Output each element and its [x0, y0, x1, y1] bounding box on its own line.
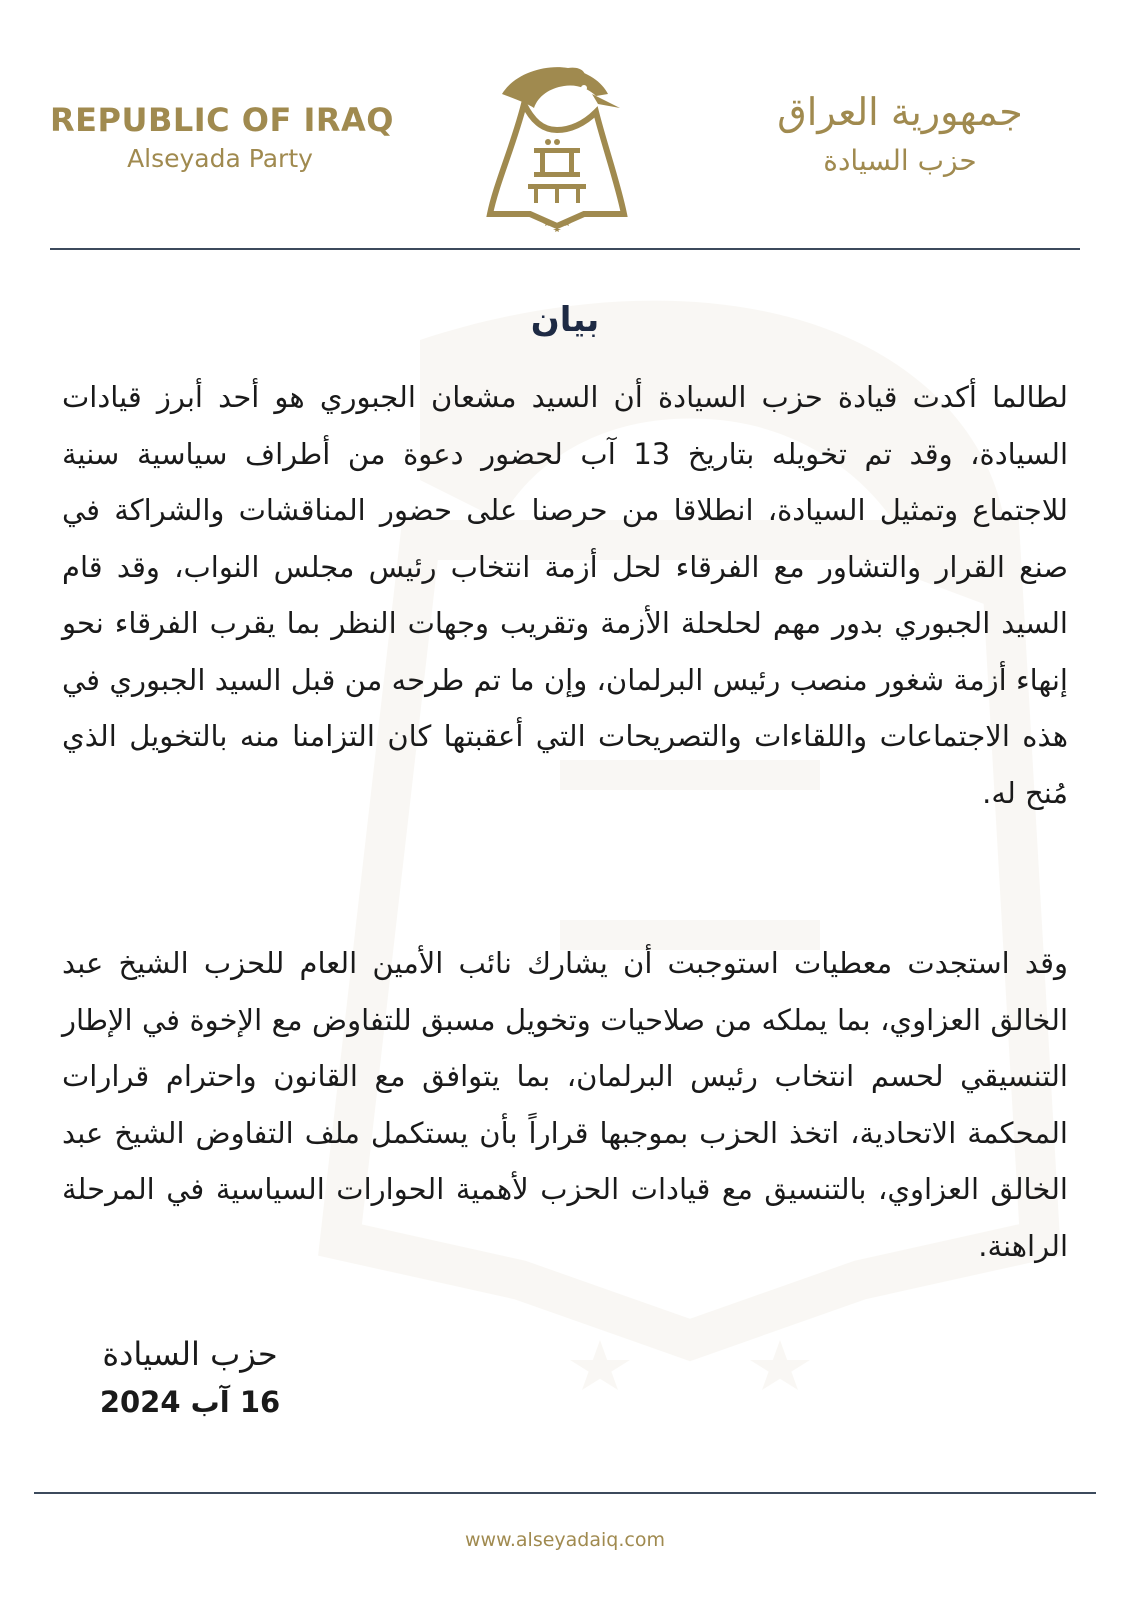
header-divider: [50, 248, 1080, 250]
signature-date: 16 آب 2024: [99, 1385, 281, 1419]
statement-paragraph-1: لطالما أكدت قيادة حزب السيادة أن السيد مشعان الجبوري هو أحد أبرز قيادات السيادة، وقد تم تخويله بتاريخ 13 آب لحضور دعوة من أطراف سياسية سنية للاجتماع وتمثيل السيادة، انطلاقا من حرصنا على حضور المناقشات والشراكة في صنع القرار والتشاور مع الفرقاء لحل أزمة انتخاب رئيس مجلس النواب، وقد قام السيد الجبوري بدور مهم لحلحلة الأزمة وتقريب وجهات النظر بما يقرب الفرقاء نحو إنهاء أزمة شغور منصب رئيس البرلمان، وإن ما تم طرحه من قبل السيد الجبوري في هذه الاجتماعات واللقاءات والتصريحات التي أعقبتها كان التزامنا منه بالتخويل الذي مُنح له.: [62, 380, 1068, 810]
party-name-ar: حزب السيادة: [823, 144, 977, 177]
signature-block: [80, 1330, 300, 1424]
statement-title: بيان: [530, 300, 600, 340]
website-link[interactable]: www.alseyadaiq.com: [465, 1529, 665, 1551]
arabic-heading: [770, 86, 1030, 180]
republic-title-ar: جمهورية العراق: [777, 90, 1023, 134]
party-eagle-logo: [484, 64, 630, 238]
footer-divider: [34, 1492, 1096, 1494]
party-name-en: Alseyada Party: [127, 144, 313, 173]
signature-name: حزب السيادة: [102, 1335, 278, 1373]
republic-title-en: REPUBLIC OF IRAQ: [50, 101, 394, 139]
letterhead: [0, 0, 1130, 250]
english-heading: [50, 100, 394, 176]
statement-paragraph-2: وقد استجدت معطيات استوجبت أن يشارك نائب الأمين العام للحزب الشيخ عبد الخالق العزاوي، بما يملكه من صلاحيات وتخويل مسبق للتفاوض مع الإخوة في الإطار التنسيقي لحسم انتخاب رئيس البرلمان، بما يتوافق مع القانون واحترام قرارات المحكمة الاتحادية، اتخذ الحزب بموجبها قراراً بأن يستكمل ملف التفاوض الشيخ عبد الخالق العزاوي، بالتنسيق مع قيادات الحزب لأهمية الحوارات السياسية في المرحلة الراهنة.: [62, 946, 1068, 1263]
